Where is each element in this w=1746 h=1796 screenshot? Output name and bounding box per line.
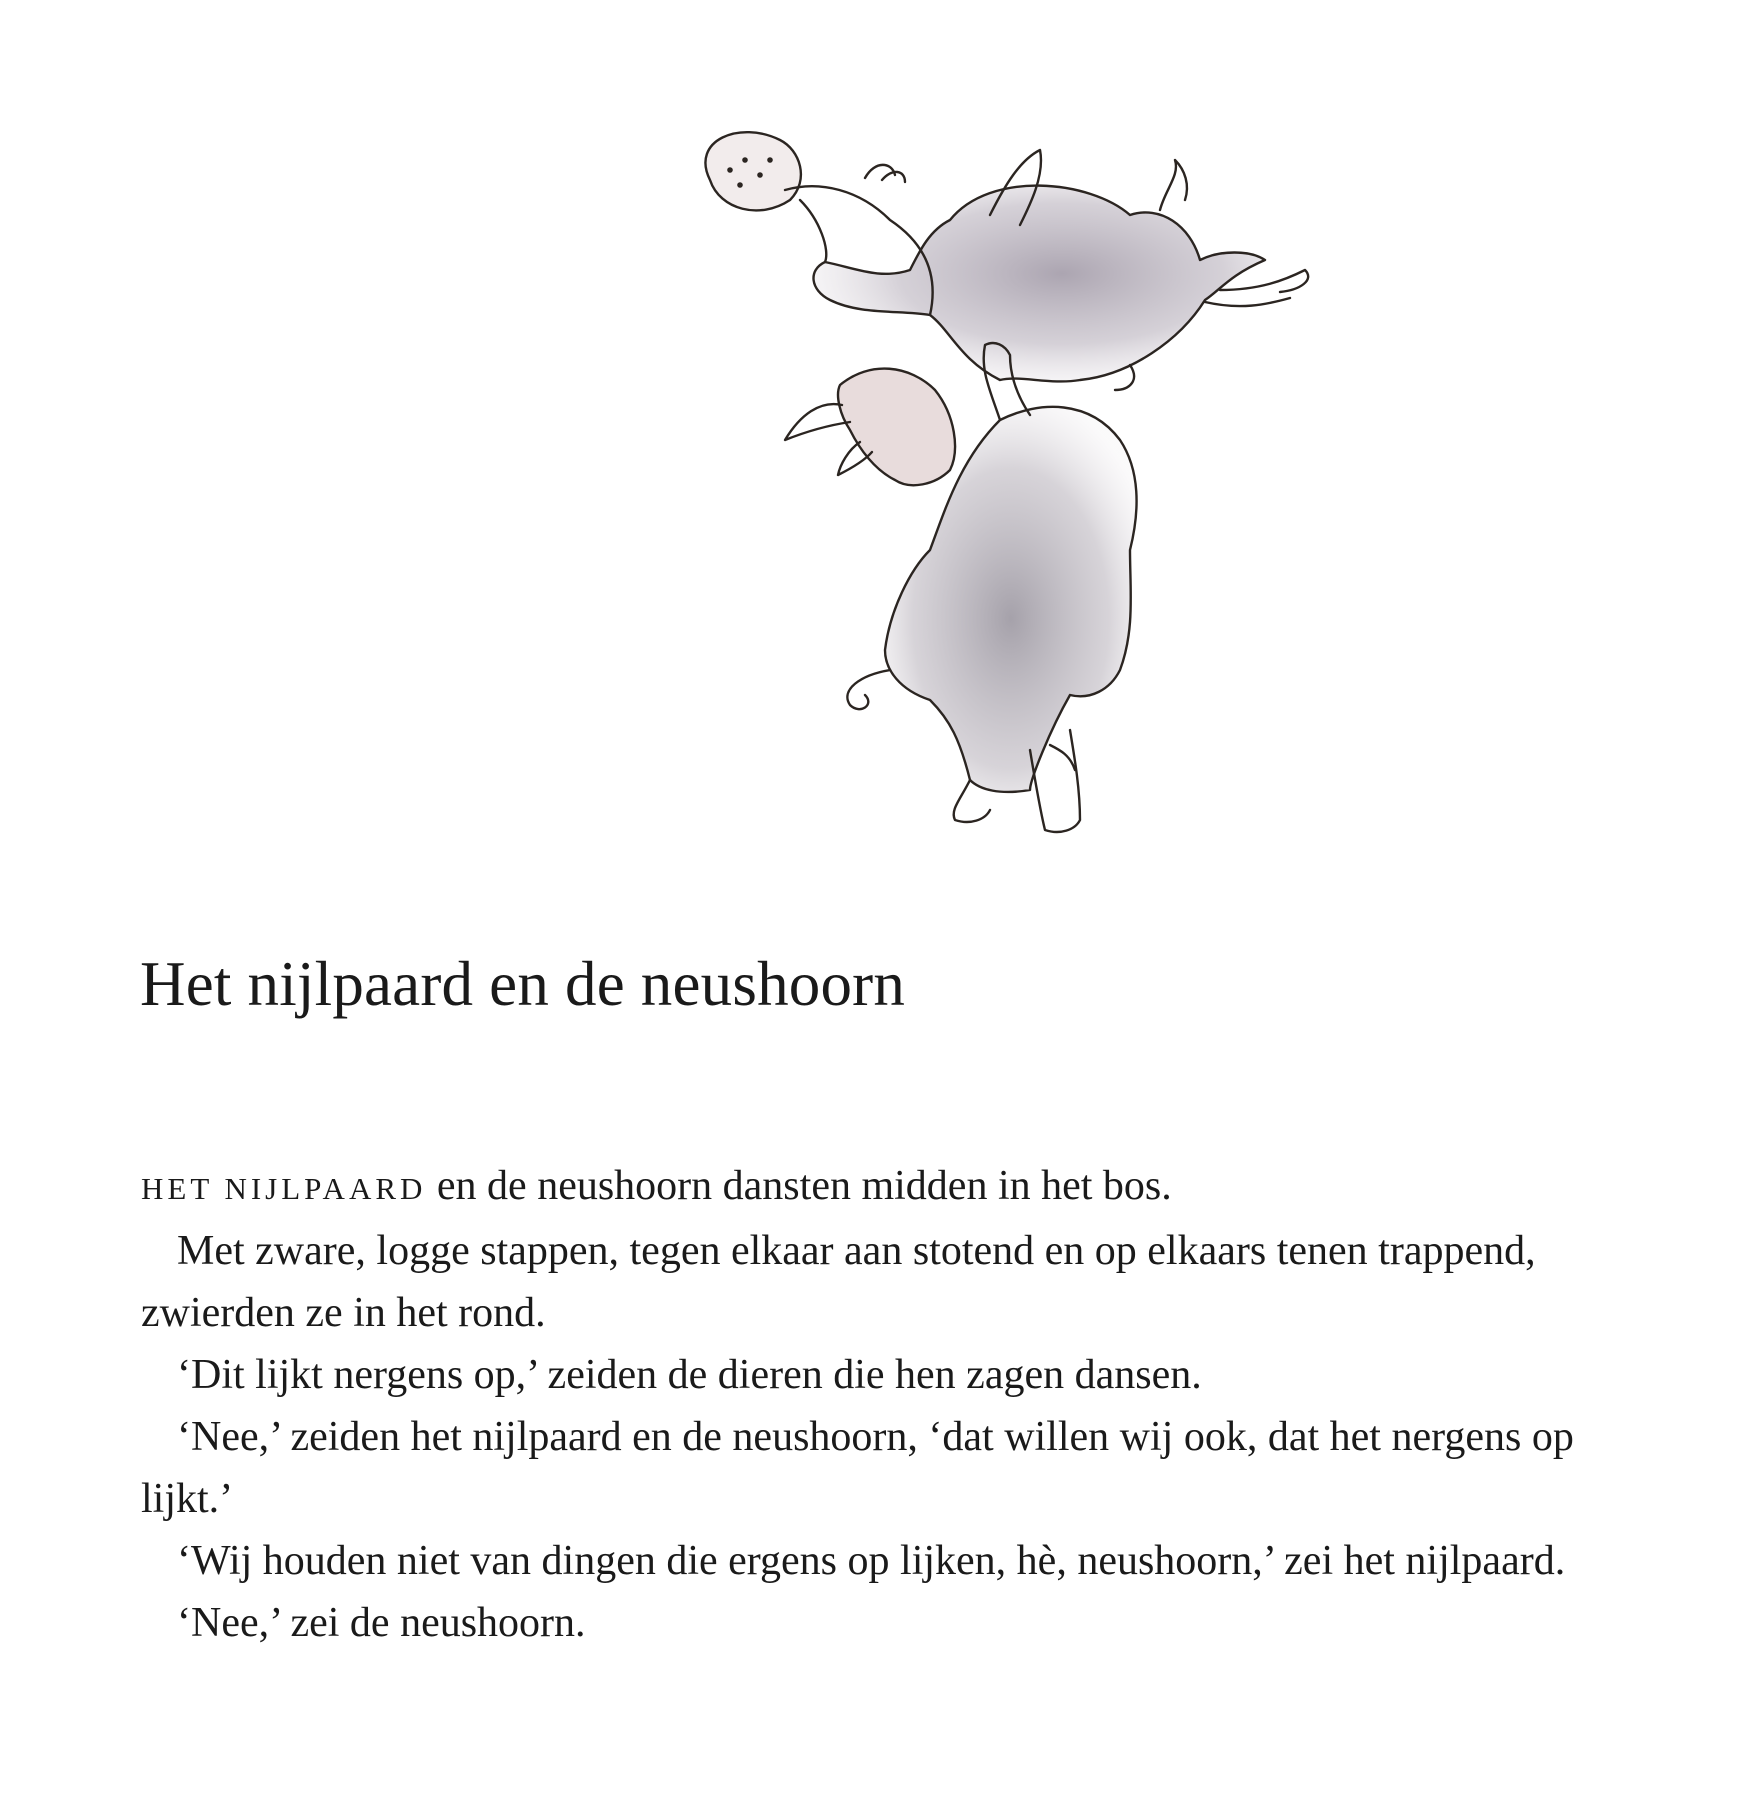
story-paragraph: ‘Nee,’ zeiden het nijlpaard en de neushoorn, ‘dat willen wij ook, dat het nergens op lijkt.’	[141, 1414, 1574, 1522]
story-lead-rest: en de neushoorn dansten midden in het bos.	[426, 1163, 1172, 1209]
story-paragraph: ‘Dit lijkt nergens op,’ zeiden de dieren die hen zagen dansen.	[177, 1352, 1202, 1398]
hippo-and-rhino-dancing-illustration	[660, 130, 1400, 930]
story-paragraph: ‘Nee,’ zei de neushoorn.	[177, 1600, 586, 1646]
story-paragraph: ‘Wij houden niet van dingen die ergens op lijken, hè, neushoorn,’ zei het nijlpaard.	[177, 1538, 1566, 1584]
story-paragraph-opening	[141, 1155, 1661, 1220]
story-title: Het nijlpaard en de neushoorn	[140, 949, 906, 1019]
story-body	[141, 1155, 1661, 1654]
story-paragraph: Met zware, logge stappen, tegen elkaar aan stotend en op elkaars tenen trappend, zwierden ze in het rond.	[141, 1228, 1536, 1336]
story-lead-smallcaps: HET NIJLPAARD	[141, 1171, 427, 1206]
